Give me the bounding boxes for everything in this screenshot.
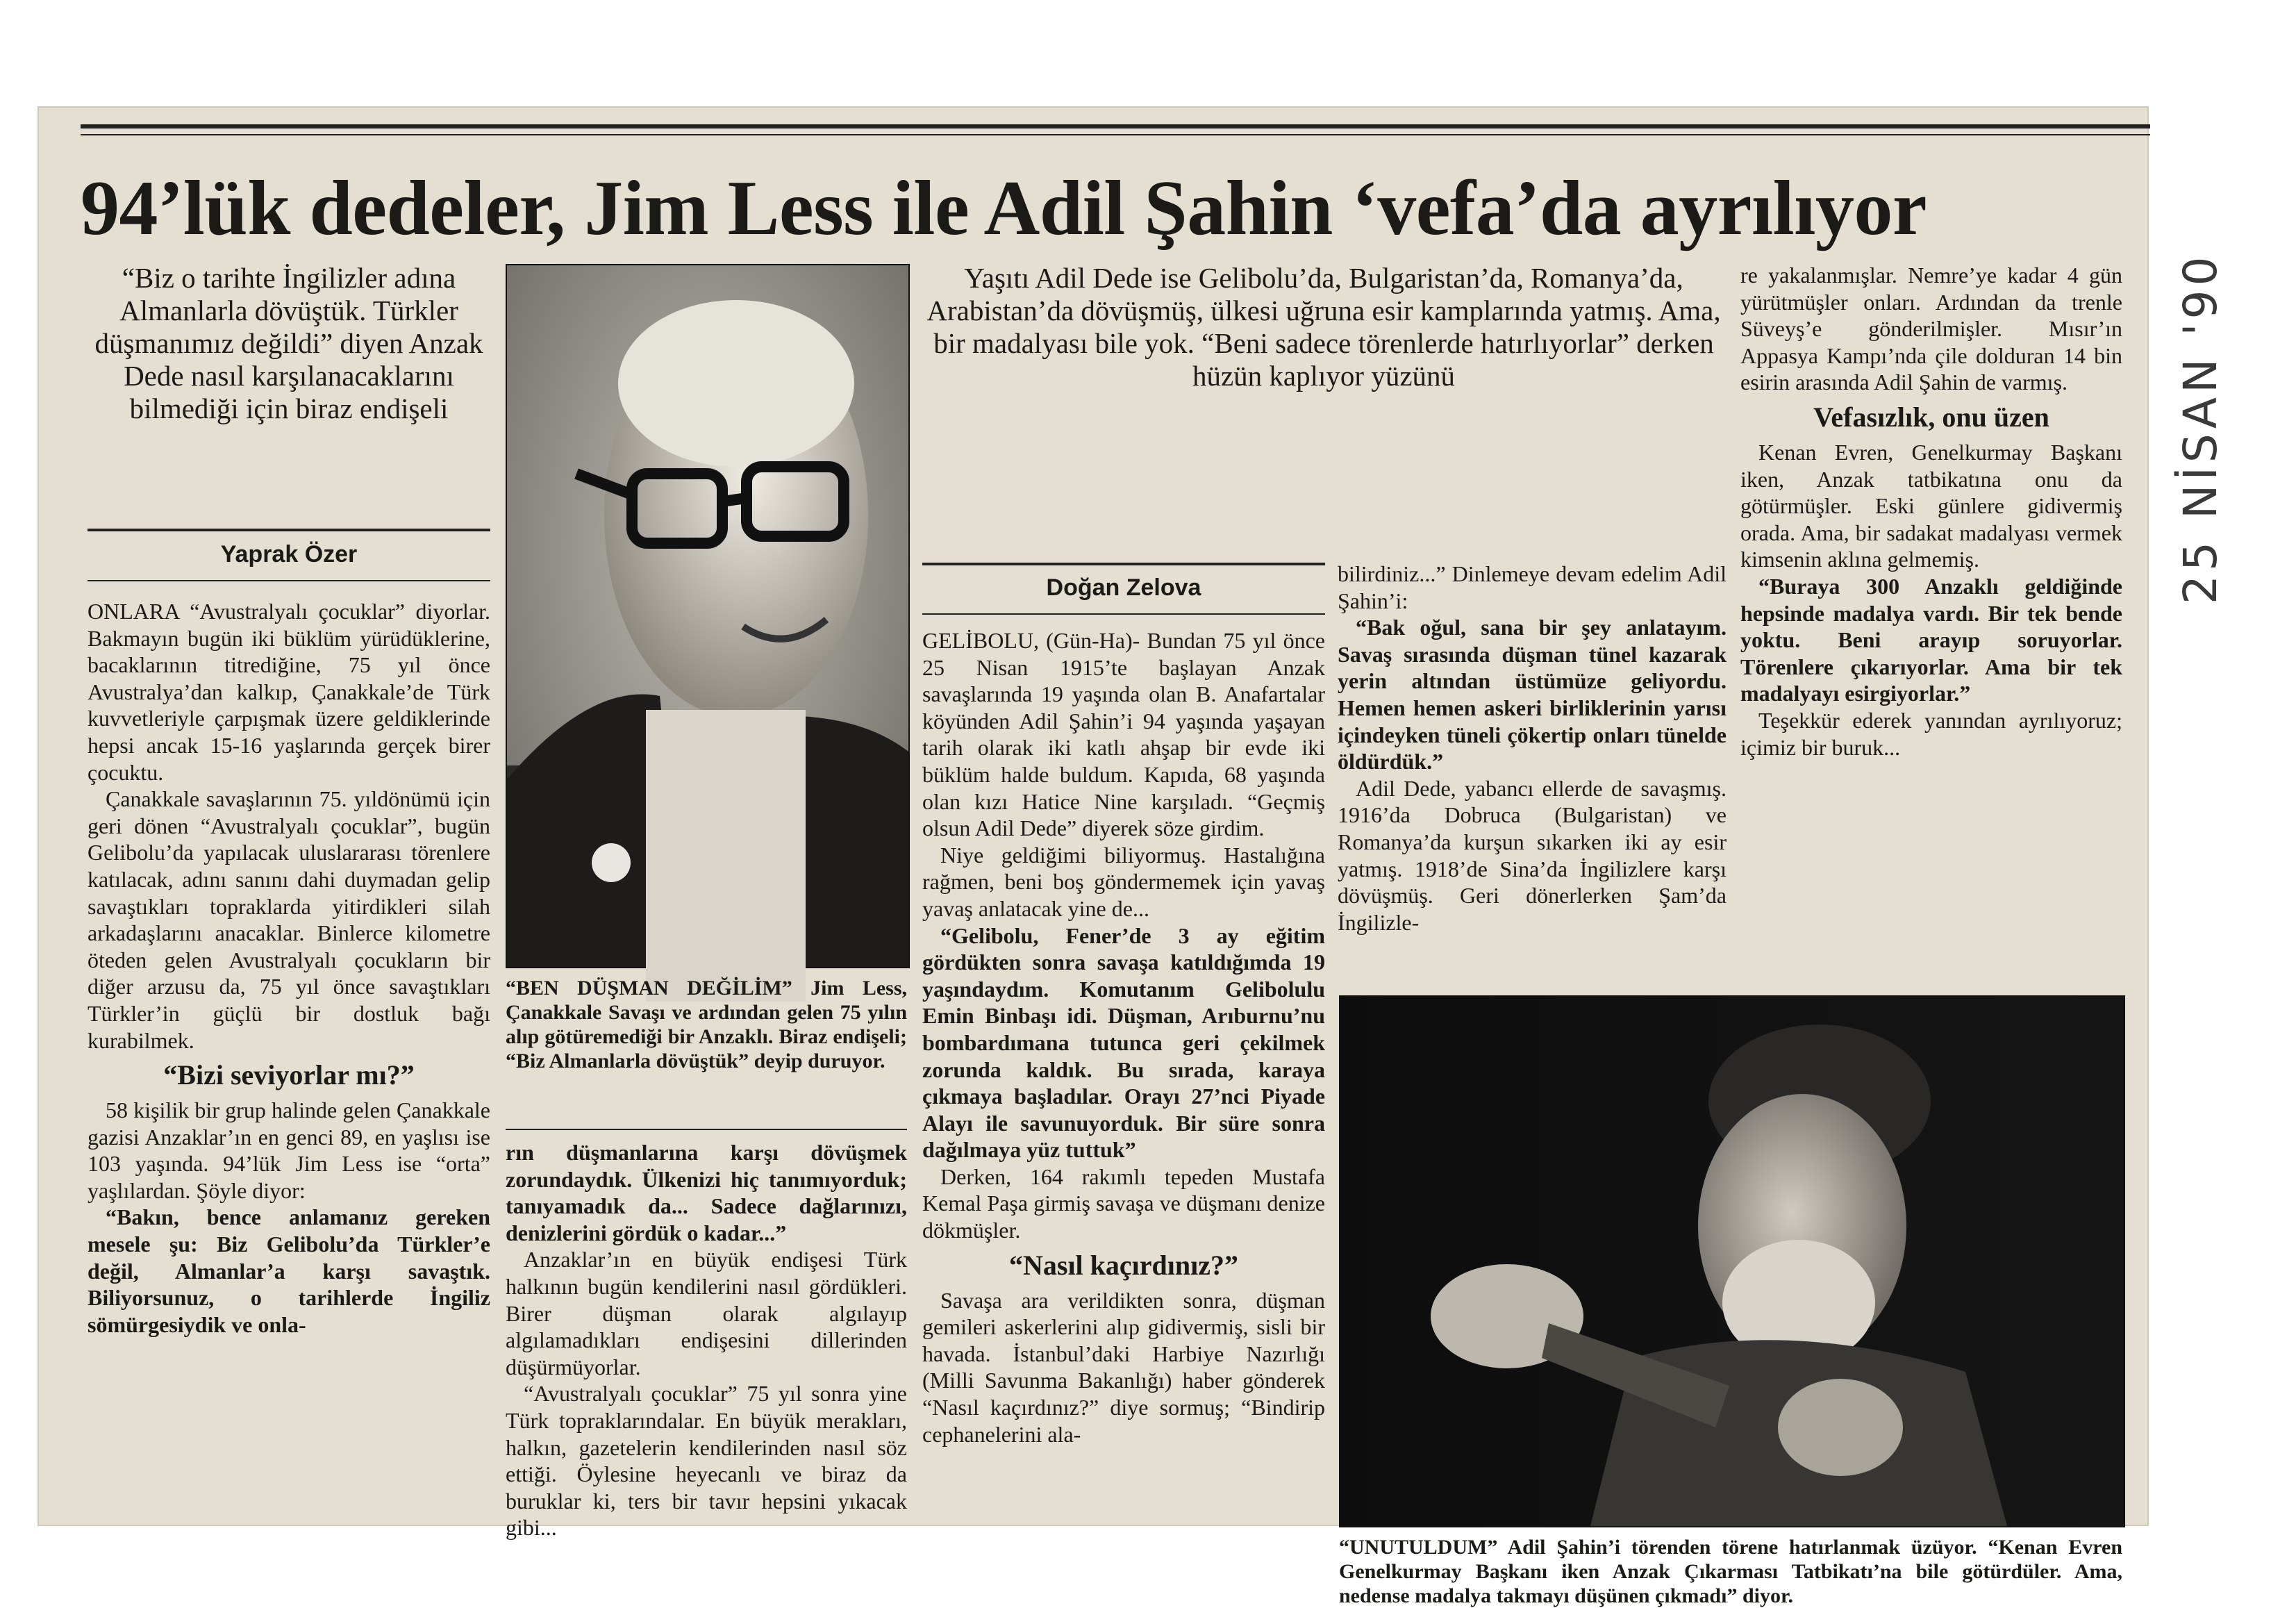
caption-adil-sahin: “UNUTULDUM” Adil Şahin’i törenden törene hatırlanmak üzüyor. “Kenan Evren Genelkurmay Başkanı iken Anzak Çıkarması Tatbikatı’na bile götürdüler. Ama, nedense madalya takmayı düşünen çıkmadı” diyor. <box>1339 1536 2122 1607</box>
col3-subhead: “Nasıl kaçırdınız?” <box>1008 1249 1239 1281</box>
col5-subhead: Vefasızlık, onu üzen <box>1813 401 2049 433</box>
byline-right-rule <box>922 563 1325 565</box>
column-2 <box>506 1139 907 1541</box>
col1-paragraph-1: ONLARA “Avustralyalı çocuklar” diyorlar. Bakmayın bugün iki büklüm yürüdüklerine, bacaklarının titrediğine, 75 yıl önce Avustralya’dan kalkıp, Çanakkale’de Türk kuvvetleriyle çarpışmak üzere geldiklerinde hepsi ancak 15-16 yaşlarında gerçek birer çocuktu. <box>88 599 490 785</box>
headline: 94’lük dedeler, Jim Less ile Adil Şahin ‘vefa’da ayrılıyor <box>81 165 1927 251</box>
column-3 <box>922 627 1325 1448</box>
portrait-image-2 <box>1340 997 2124 1526</box>
col1-paragraph-3: 58 kişilik bir grup halinde gelen Çanakkale gazisi Anzaklar’ın en genci 89, en yaşlısı ise 103 yaşında. 94’lük Jim Less ise “orta” yaşlılardan. Şöyle diyor: <box>88 1097 490 1203</box>
col5-paragraph-1: re yakalanmışlar. Nemre’ye kadar 4 gün yürütmüşler onları. Ardından da trenle Süveyş’e gönderilmişler. Mısır’ın Appasya Kampı’nda çile dolduran 14 bin esirin arasında Adil Şahin de varmış. <box>1740 263 2122 395</box>
top-rule-thin <box>81 134 2150 135</box>
portrait-image <box>507 265 908 967</box>
col2-paragraph-3: “Avustralyalı çocuklar” 75 yıl sonra yine Türk topraklarındalar. En büyük merakları, halkın, gazetelerin kendilerinden nasıl söz ettiği. Öylesine heyecanlı ve biraz da buruklar ki, ters bir tavır hepsini yıkacak gibi... <box>506 1381 907 1541</box>
col1-paragraph-2: Çanakkale savaşlarının 75. yıldönümü için geri dönen “Avustralyalı çocuklar”, bugün Gelibolu’da yapılacak uluslararası törenlere katılacak, adını sanını dahi duymadan gelip savaştıkları topraklarda yitirdikleri silah arkadaşlarını anacaklar. Binlerce kilometre öteden gelen Avustralyalı çocukların bir diğer arzusu da, 75 yıl önce savaştıkları Türkler’in güçlü bir dostluk bağı kurabilmek. <box>88 786 490 1053</box>
col5-paragraph-2: Kenan Evren, Genelkurmay Başkanı iken, Anzak tatbikatına onu da götürmüşler. Eski günlere gidivermiş orada. Ama, bir sadakat madalyası vermek kimsenin aklına gelmemiş. <box>1740 439 2122 572</box>
col4-paragraph-3: Adil Dede, yabancı ellerde de savaşmış. 1916’da Dobruca (Bulgaristan) ve Romanya’da kurşun sıkarken iki ay esir yatmış. 1918’de Sina’da İngilizlere karşı dövüşmüş. Geri dönerlerken Şam’da İngilizle- <box>1338 775 1727 935</box>
col3-paragraph-3: “Gelibolu, Fener’de 3 ay eğitim gördükten sonra savaşa katıldığımda 19 yaşındaydım. Komutanım Gelibolulu Emin Binbaşı idi. Düşman, Arıburnu’nu bombardımana tutunca geri çekilmek zorunda kaldık. Bu sırada, karaya çıkmaya başladılar. Orayı 27’nci Piyade Alayı ile savunuyorduk. Bir süre sonra dağılmaya yüz tuttuk” <box>922 922 1325 1163</box>
deck-left: “Biz o tarihte İngilizler adına Almanlarla dövüştük. Türkler düşmanımız değildi” diyen Anzak Dede nasıl karşılanacaklarını bilmediği için biraz endişeli <box>94 262 483 424</box>
col3-paragraph-1: GELİBOLU, (Gün-Ha)- Bundan 75 yıl önce 25 Nisan 1915’te başlayan Anzak savaşlarında 19 yaşında olan B. Anafartalar köyünden Adil Şahin’i 94 yaşında yaşayan tarih olarak iki katlı ahşap bir evde iki büklüm halde buldum. Kapıda, 68 yaşında olan kızı Hatice Nine karşıladı. “Geçmiş olsun Adil Dede” diyerek söze girdim. <box>922 628 1325 841</box>
col5-paragraph-3: “Buraya 300 Anzaklı geldiğinde hepsinde madalya vardı. Bir tek bende yoktu. Beni arayıp soruyorlar. Törenlere çıkarıyorlar. Ama bir tek madalyayı esirgiyorlar.” <box>1740 573 2122 706</box>
byline-rule-bottom <box>88 580 490 581</box>
byline-rule <box>88 529 490 531</box>
col3-paragraph-5: Savaşa ara verildikten sonra, düşman gemileri askerlerini alıp gidivermiş, sisli bir havada. İstanbul’daki Harbiye Nazırlığı (Milli Savunma Bakanlığı) haber gönderek “Nasıl kaçırdınız?” diye sormuş; “Bindirip cephanelerini ala- <box>922 1287 1325 1447</box>
col1-subhead: “Bizi seviyorlar mı?” <box>163 1059 415 1091</box>
col3-paragraph-2: Niye geldiğimi biliyormuş. Hastalığına rağmen, beni boş göndermemek için yavaş yavaş anlatacak yine de... <box>922 842 1325 921</box>
newspaper-clipping <box>39 108 2147 1607</box>
col3-paragraph-4: Derken, 164 rakımlı tepeden Mustafa Kemal Paşa girmiş savaşa ve düşmanı denize dökmüşler. <box>922 1163 1325 1243</box>
top-rule <box>81 124 2150 129</box>
byline-right-rule-bottom <box>922 613 1325 615</box>
col2-paragraph-2: Anzaklar’ın en büyük endişesi Türk halkının bugün kendilerini nasıl gördükleri. Birer düşman olarak algılayıp algılamadıkları endişesini dillerinden düşürmüyorlar. <box>506 1247 907 1379</box>
col5-paragraph-4: Teşekkür ederek yanından ayrılıyoruz; içimiz bir buruk... <box>1740 707 2122 760</box>
caption-jim-less: “BEN DÜŞMAN DEĞİLİM” Jim Less, Çanakkale Savaşı ve ardından gelen 75 yılın alıp götüremediği bir Anzaklı. Biraz endişeli; “Biz Almanlarla dövüştük” deyip duruyor. <box>506 977 907 1072</box>
handwritten-date: 25 NİSAN '90 <box>2174 252 2227 604</box>
column-5 <box>1740 262 2122 761</box>
photo-adil-sahin <box>1339 995 2125 1527</box>
col2-paragraph-1: rın düşmanlarına karşı dövüşmek zorundaydık. Ülkenizi hiç tanımıyorduk; tanıyamadık da... Sadece dağlarınızı, denizlerini gördük o kadar...” <box>506 1140 907 1245</box>
col4-paragraph-1: bilirdiniz...” Dinlemeye devam edelim Adil Şahin’i: <box>1338 561 1727 613</box>
byline-left: Yaprak Özer <box>220 541 358 567</box>
photo-jim-less <box>506 264 910 968</box>
column-1 <box>88 598 490 1338</box>
col4-paragraph-2: “Bak oğul, sana bir şey anlatayım. Savaş sırasında düşman tünel kazarak yerin altından üstümüze geliyordu. Hemen hemen askeri birliklerinin yarısı içindeyken tüneli çökertip onları tünelde öldürdük.” <box>1338 615 1727 774</box>
deck-right: Yaşıtı Adil Dede ise Gelibolu’da, Bulgaristan’da, Romanya’da, Arabistan’da dövüşmüş, ülkesi uğruna esir kamplarında yatmış. Ama, bir madalyası bile yok. “Beni sadece törenlerde hatırlıyorlar” derken hüzün kaplıyor yüzünü <box>926 262 1721 392</box>
byline-right: Doğan Zelova <box>1046 574 1201 601</box>
column-4 <box>1338 561 1727 936</box>
caption-rule <box>506 1129 907 1130</box>
col1-paragraph-4: “Bakın, bence anlamanız gereken mesele şu: Biz Gelibolu’da Türkler’e değil, Almanlar’a karşı savaştık. Biliyorsunuz, o tarihlerde İngiliz sömürgesiydik ve onla- <box>88 1204 490 1337</box>
